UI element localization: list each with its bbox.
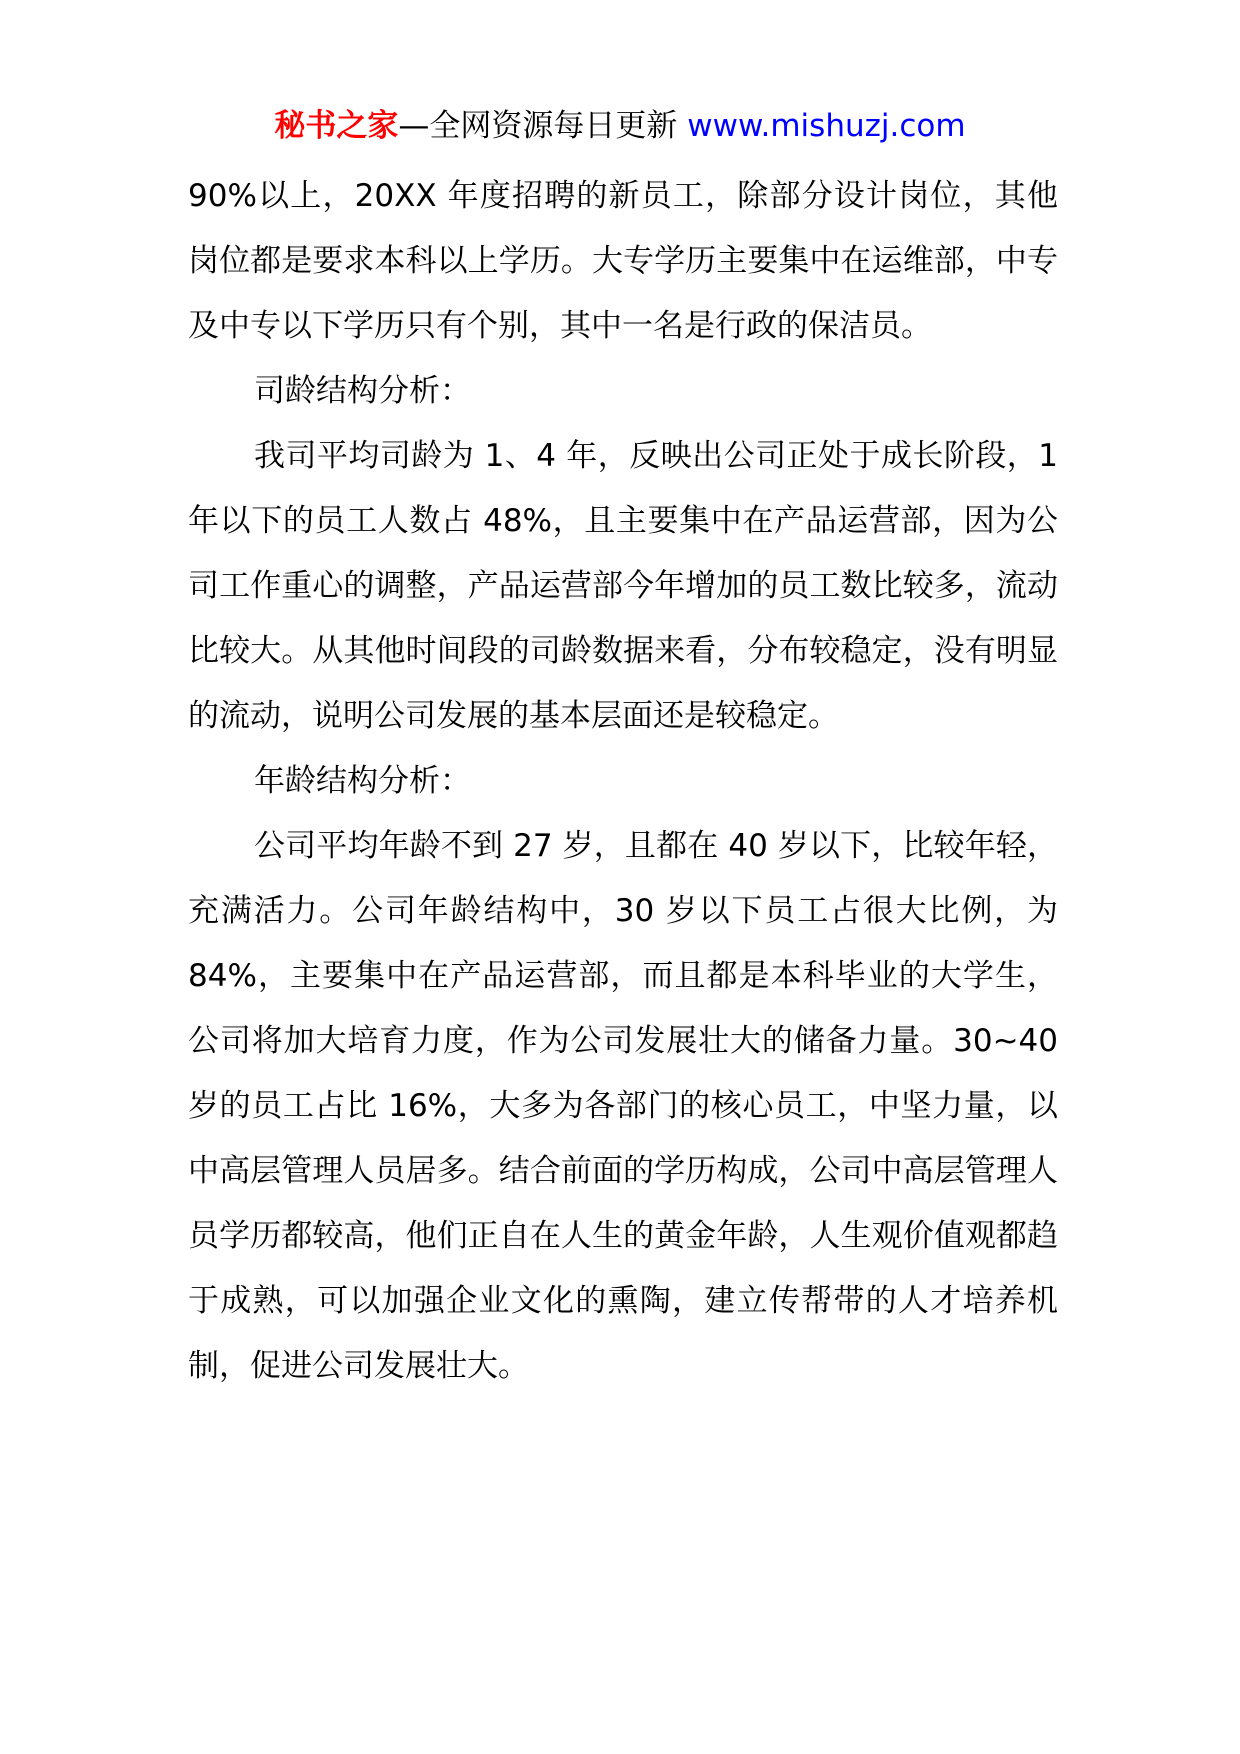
paragraph-age-analysis: 公司平均年龄不到 27 岁，且都在 40 岁以下，比较年轻，充满活力。公司年龄结构中，30 岁以下员工占很大比例，为 84%，主要集中在产品运营部，而且都是本科毕业的大学生，公司将加大培育力度，作为公司发展壮大的储备力量。30~40 岁的员工占比 16%，大多为各部门的核心员工，中坚力量，以中高层管理人员居多。结合前面的学历构成，公司中高层管理人员学历都较高，他们正自在人生的黄金年龄，人生观价值观都趋于成熟，可以加强企业文化的熏陶，建立传帮带的人才培养机制，促进公司发展壮大。 <box>188 828 1058 1384</box>
section-heading-tenure: 司龄结构分析： <box>254 373 471 409</box>
paragraph-education-continued: 90%以上，20XX 年度招聘的新员工，除部分设计岗位，其他岗位都是要求本科以上学历。大专学历主要集中在运维部，中专及中专以下学历只有个别，其中一名是行政的保洁员。 <box>188 178 1058 344</box>
header-tagline: —全网资源每日更新 <box>398 108 688 144</box>
document-body <box>188 164 1058 1399</box>
website-link[interactable]: www.mishuzj.com <box>687 108 966 144</box>
brand-name: 秘书之家 <box>274 108 399 144</box>
page-header <box>0 104 1240 148</box>
paragraph-tenure-analysis: 我司平均司龄为 1、4 年，反映出公司正处于成长阶段，1 年以下的员工人数占 48%，且主要集中在产品运营部，因为公司工作重心的调整，产品运营部今年增加的员工数比较多，流动比较大。从其他时间段的司龄数据来看，分布较稳定，没有明显的流动，说明公司发展的基本层面还是较稳定。 <box>188 438 1058 734</box>
section-heading-age: 年龄结构分析： <box>254 763 471 799</box>
